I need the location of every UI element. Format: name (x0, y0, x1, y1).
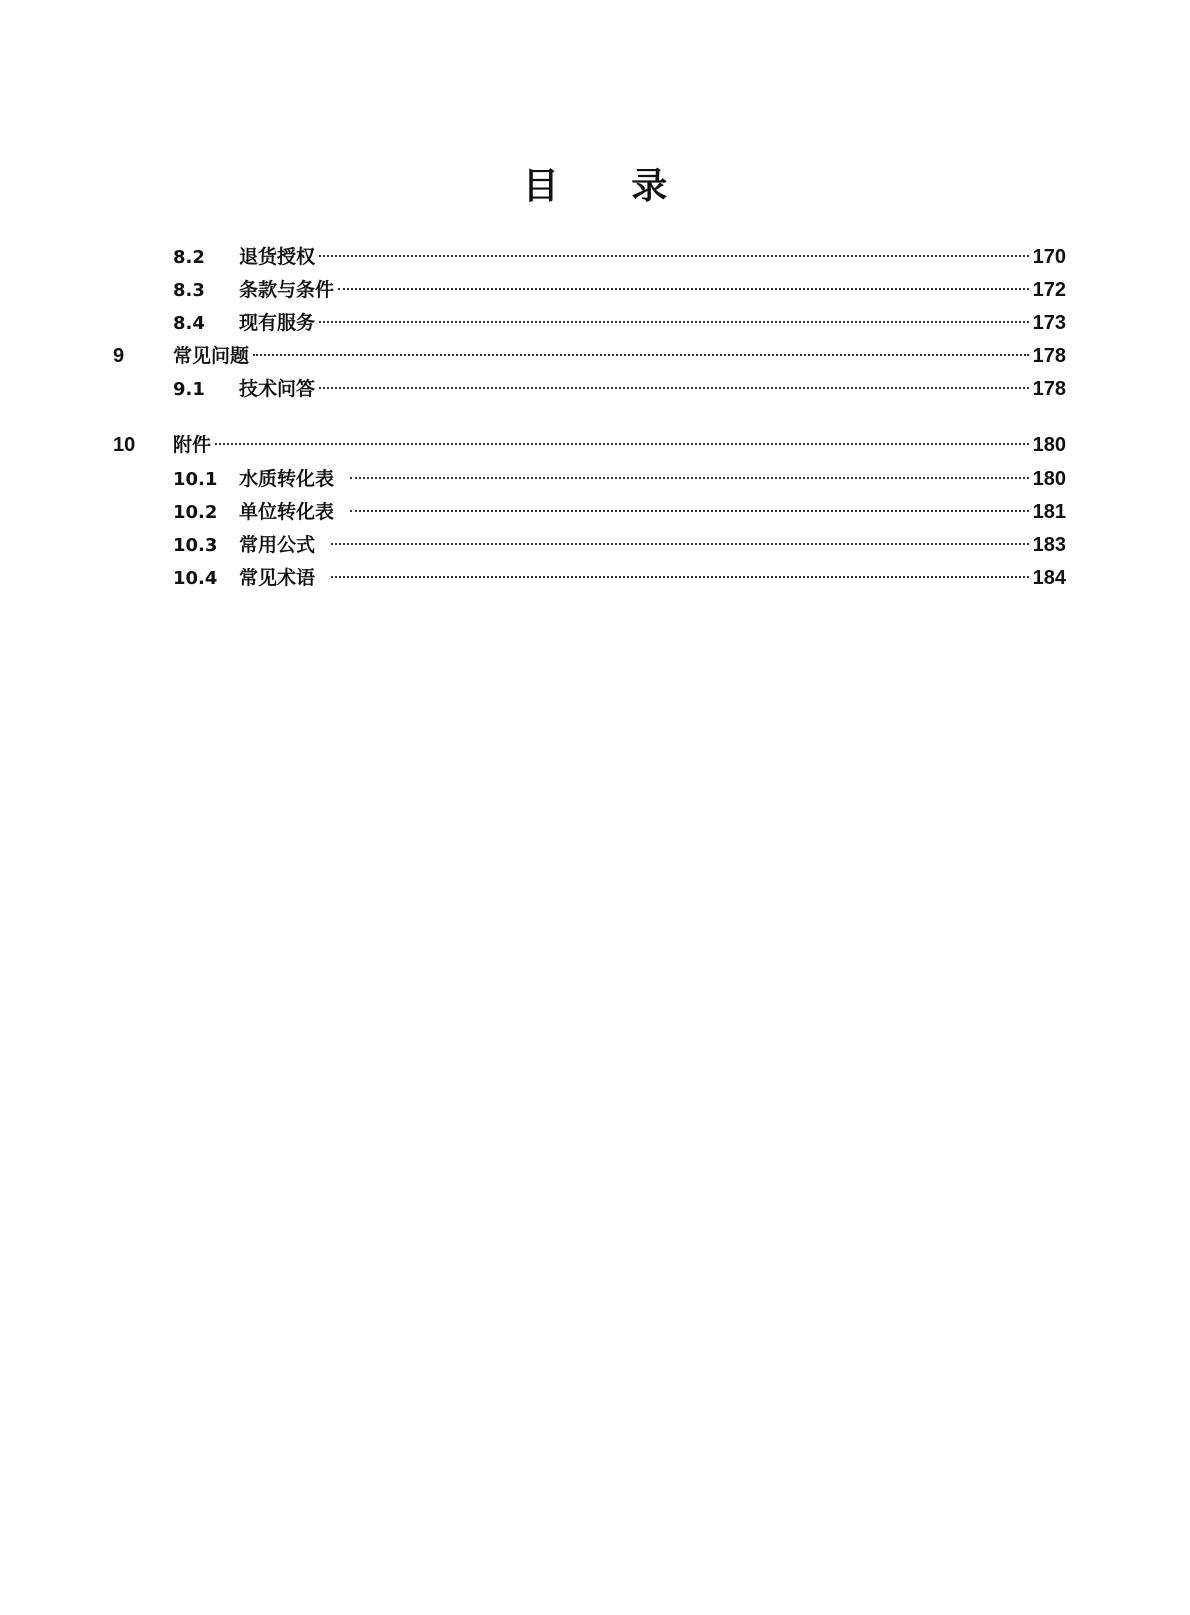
toc-entry-title: 水质转化表 (239, 468, 335, 490)
toc-entry-page: 170 (1032, 246, 1066, 268)
dot-leader (253, 354, 1029, 356)
toc-entry-8-2[interactable] (173, 243, 1066, 271)
toc-entry-title: 现有服务 (239, 312, 316, 334)
toc-entry-title: 单位转化表 (239, 501, 335, 523)
dot-leader (319, 255, 1029, 257)
toc-entry-page: 180 (1032, 468, 1066, 490)
dot-leader (319, 321, 1029, 323)
dot-leader (331, 576, 1029, 578)
dot-leader (338, 288, 1029, 290)
dot-leader (350, 477, 1029, 479)
toc-entry-number: 8.3 (173, 280, 205, 301)
toc-entry-title: 常用公式 (239, 534, 316, 556)
toc-entry-page: 178 (1032, 345, 1066, 367)
toc-entry-page: 178 (1032, 378, 1066, 400)
toc-entry-number: 8.2 (173, 247, 205, 268)
toc-entry-9[interactable] (113, 342, 1066, 370)
toc-entry-10-4[interactable] (173, 564, 1066, 592)
toc-entry-number: 8.4 (173, 313, 205, 334)
toc-entry-number: 10 (113, 434, 136, 456)
toc-entry-page: 183 (1032, 534, 1066, 556)
toc-entry-number: 10.4 (173, 568, 218, 589)
dot-leader (319, 387, 1029, 389)
toc-entry-10-1[interactable] (173, 465, 1066, 493)
toc-entry-title: 条款与条件 (239, 279, 335, 301)
toc-entry-10[interactable] (113, 431, 1066, 459)
toc-entry-number: 9 (113, 345, 125, 367)
toc-entry-title: 技术问答 (239, 378, 316, 400)
dot-leader (331, 543, 1029, 545)
toc-entry-page: 184 (1032, 567, 1066, 589)
toc-entry-title: 附件 (173, 434, 212, 456)
dot-leader (350, 510, 1029, 512)
toc-entry-number: 10.1 (173, 469, 218, 490)
toc-entry-8-3[interactable] (173, 276, 1066, 304)
toc-entry-page: 181 (1032, 501, 1066, 523)
page-title: 目 录 (522, 166, 698, 207)
dot-leader (215, 443, 1029, 445)
toc-entry-number: 10.3 (173, 535, 218, 556)
toc-entry-page: 173 (1032, 312, 1066, 334)
toc-entry-page: 172 (1032, 279, 1066, 301)
toc-entry-8-4[interactable] (173, 309, 1066, 337)
toc-entry-number: 10.2 (173, 502, 218, 523)
toc-entry-number: 9.1 (173, 379, 205, 400)
toc-entry-10-2[interactable] (173, 498, 1066, 526)
toc-entry-title: 退货授权 (239, 246, 316, 268)
toc-entry-9-1[interactable] (173, 375, 1066, 403)
toc-entry-title: 常见术语 (239, 567, 316, 589)
toc-entry-title: 常见问题 (173, 345, 250, 367)
toc-entry-page: 180 (1032, 434, 1066, 456)
toc-entry-10-3[interactable] (173, 531, 1066, 559)
